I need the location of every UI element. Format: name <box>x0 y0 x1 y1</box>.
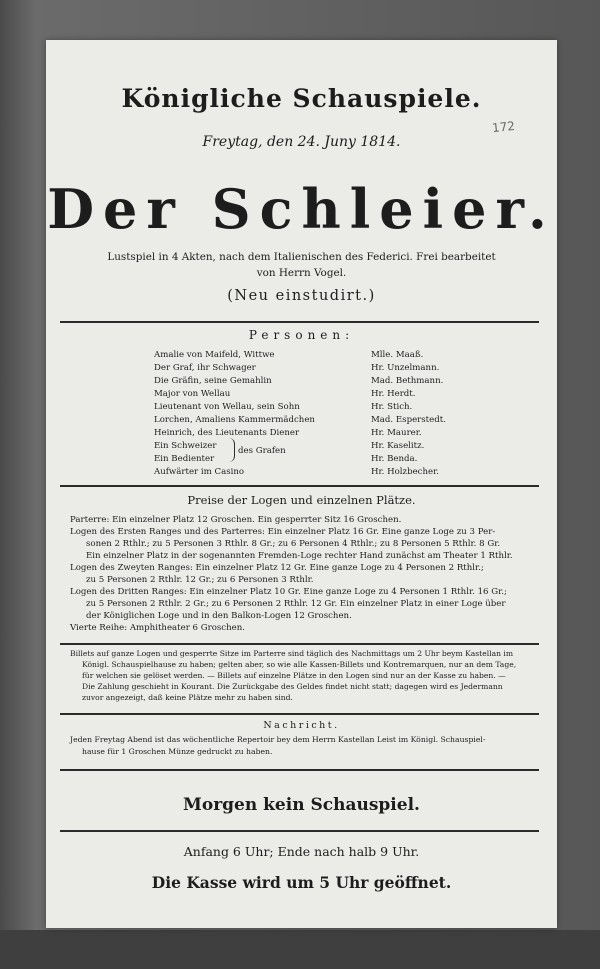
performance-times: Anfang 6 Uhr; Ende nach halb 9 Uhr. <box>183 844 420 859</box>
cast-brace-label: des Grafen <box>238 446 286 456</box>
cast-role: Major von Wellau <box>154 389 231 399</box>
cast-role: Lorchen, Amaliens Kammermädchen <box>154 415 315 425</box>
cast-role: Die Gräfin, seine Gemahlin <box>154 376 272 386</box>
notice-line1: Jeden Freytag Abend ist das wöchentliche Repertoir bey dem Herrn Kastellan Leist im Königl. Schauspiel- <box>70 735 486 744</box>
theatre-title: Königliche Schauspiele. <box>121 84 482 113</box>
cast-actor: Hr. Maurer. <box>371 428 422 438</box>
cast-role: Ein Bedienter <box>154 454 215 464</box>
cast-role: Der Graf, ihr Schwager <box>154 363 256 373</box>
divider-1 <box>60 321 539 323</box>
ticket-line: Königl. Schauspielhause zu haben; gelten aber, so wie alle Kassen-Billets und Kontremarquen, nur an dem Tage, <box>82 660 517 669</box>
cast-role: Amalie von Maifeld, Wittwe <box>154 350 275 360</box>
archive-number: 172 <box>491 118 516 136</box>
price-line: Logen des Dritten Ranges: Ein einzelner Platz 10 Gr. Eine ganze Loge zu 4 Personen 1 Rthlr. 16 Gr.; <box>70 587 507 597</box>
cast-brace <box>228 438 235 462</box>
tomorrow-notice: Morgen kein Schauspiel. <box>183 795 420 815</box>
cast-actor: Hr. Herdt. <box>371 389 416 399</box>
divider-4 <box>60 713 539 715</box>
divider-5 <box>60 769 539 771</box>
cast-actor: Hr. Benda. <box>371 454 418 464</box>
price-line: Logen des Zweyten Ranges: Ein einzelner Platz 12 Gr. Eine ganze Loge zu 4 Personen 2 Rthlr.; <box>70 563 484 573</box>
cast-actor: Hr. Stich. <box>371 402 413 412</box>
notice-line2: hause für 1 Groschen Münze gedruckt zu haben. <box>82 747 273 756</box>
play-description-line2: von Herrn Vogel. <box>256 267 347 279</box>
revival-note: (Neu einstudirt.) <box>227 288 376 304</box>
cast-role: Heinrich, des Lieutenants Diener <box>154 428 300 438</box>
ticket-line: Die Zahlung geschieht in Kourant. Die Zurückgabe des Geldes findet nicht statt; dagegen wird es Jedermann <box>82 682 503 691</box>
cast-actor: Hr. Holzbecher. <box>371 467 439 477</box>
price-line: zu 5 Personen 2 Rthlr. 2 Gr.; zu 6 Personen 2 Rthlr. 12 Gr. Ein einzelner Platz in einer Loge über <box>86 599 506 609</box>
prices-heading: Preise der Logen und einzelnen Plätze. <box>187 493 416 507</box>
price-line: Parterre: Ein einzelner Platz 12 Groschen. Ein gesperrter Sitz 16 Groschen. <box>70 515 402 525</box>
cast-role: Ein Schweizer <box>154 441 217 451</box>
divider-3 <box>60 643 539 645</box>
playbill-sheet <box>46 40 557 928</box>
price-line: Ein einzelner Platz in der sogenannten Fremden-Loge rechter Hand zunächst am Theater 1 Rthlr. <box>86 551 513 561</box>
cast-role: Lieutenant von Wellau, sein Sohn <box>154 402 300 412</box>
cast-actor: Mad. Esperstedt. <box>371 415 446 425</box>
divider-2 <box>60 485 539 487</box>
cast-actor: Mad. Bethmann. <box>371 376 444 386</box>
price-line: Vierte Reihe: Amphitheater 6 Groschen. <box>70 623 245 633</box>
notice-heading: Nachricht. <box>263 720 340 731</box>
scan-border-bottom <box>0 930 600 969</box>
cast-heading: Personen: <box>248 328 355 342</box>
ticket-line: Billets auf ganze Logen und gesperrte Sitze im Parterre sind täglich des Nachmittags um 2 Uhr beym Kastellan im <box>70 649 514 658</box>
divider-6 <box>60 830 539 832</box>
price-line: sonen 2 Rthlr.; zu 5 Personen 3 Rthlr. 8 Gr.; zu 6 Personen 4 Rthlr.; zu 8 Personen 5 Rthlr. 8 Gr. <box>86 539 501 549</box>
box-office-opening: Die Kasse wird um 5 Uhr geöffnet. <box>151 873 452 892</box>
price-line: zu 5 Personen 2 Rthlr. 12 Gr.; zu 6 Personen 3 Rthlr. <box>86 575 314 585</box>
play-description-line1: Lustspiel in 4 Akten, nach dem Italienischen des Federici. Frei bearbeitet <box>107 251 496 263</box>
cast-actor: Hr. Kaselitz. <box>371 441 425 451</box>
play-title: Der Schleier. <box>47 177 556 241</box>
cast-actor: Hr. Unzelmann. <box>371 363 440 373</box>
price-line: Logen des Ersten Ranges und des Parterres: Ein einzelner Platz 16 Gr. Eine ganze Loge zu 3 Per- <box>70 527 496 537</box>
ticket-line: zuvor angezeigt, daß keine Plätze mehr zu haben sind. <box>82 693 293 702</box>
cast-role: Aufwärter im Casino <box>154 467 245 477</box>
ticket-line: für welchen sie gelöset werden. — Billets auf einzelne Plätze in den Logen sind nur an der Kasse zu haben. — <box>82 671 506 680</box>
cast-actor: Mlle. Maaß. <box>371 350 424 360</box>
price-line: der Königlichen Loge und in den Balkon-Logen 12 Groschen. <box>86 611 352 621</box>
performance-date: Freytag, den 24. Juny 1814. <box>202 134 401 150</box>
